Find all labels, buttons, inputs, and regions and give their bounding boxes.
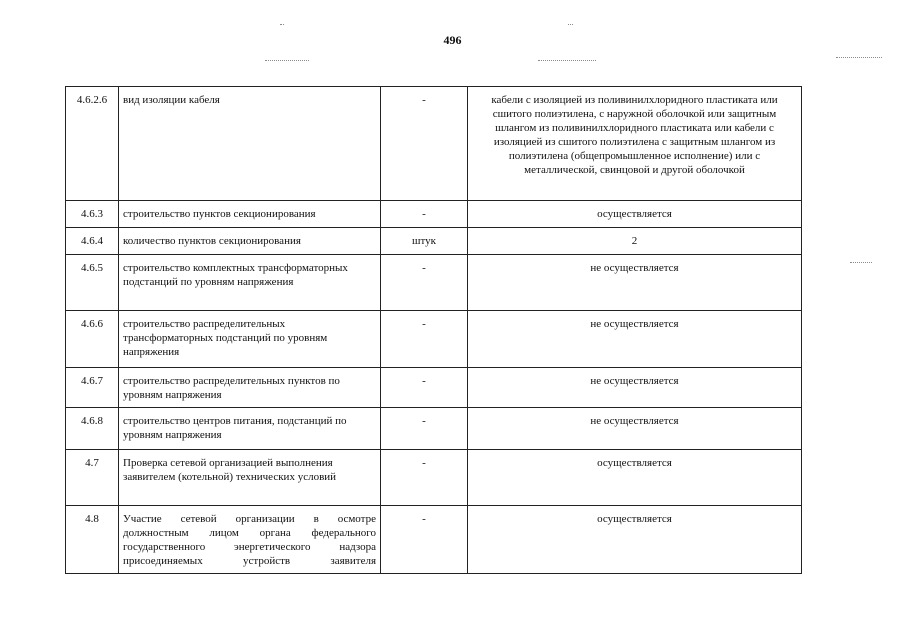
row-number: 4.6.2.6 xyxy=(66,87,119,201)
row-value: кабели с изоляцией из поливинилхлоридного пластиката или сшитого полиэтилена, с наружной оболочкой или защитным шлангом из поливинилхлоридного пластиката или кабели с изоляцией из сшитого полиэтилена с защитным шлангом из полиэтилена (общепромышленное исполнение) или с металлической, свинцовой и другой оболочкой xyxy=(468,87,802,201)
row-number: 4.6.3 xyxy=(66,201,119,228)
table-row xyxy=(66,368,802,408)
specification-table xyxy=(65,86,802,574)
scan-artifact-center xyxy=(538,60,596,61)
row-unit: штук xyxy=(381,228,468,255)
row-unit: - xyxy=(381,506,468,574)
table-row xyxy=(66,87,802,201)
row-unit: - xyxy=(381,255,468,311)
table-row xyxy=(66,450,802,506)
row-unit: - xyxy=(381,201,468,228)
row-number: 4.6.4 xyxy=(66,228,119,255)
row-value: не осуществляется xyxy=(468,408,802,450)
row-name: строительство распределительных пунктов по уровням напряжения xyxy=(119,368,381,408)
table-row xyxy=(66,506,802,574)
row-name: Проверка сетевой организацией выполнения заявителем (котельной) технических условий xyxy=(119,450,381,506)
row-number: 4.8 xyxy=(66,506,119,574)
row-name: вид изоляции кабеля xyxy=(119,87,381,201)
row-value: не осуществляется xyxy=(468,311,802,368)
row-value: осуществляется xyxy=(468,450,802,506)
row-value: осуществляется xyxy=(468,506,802,574)
row-number: 4.6.7 xyxy=(66,368,119,408)
row-unit: - xyxy=(381,87,468,201)
scan-artifact-right xyxy=(836,57,882,58)
row-unit: - xyxy=(381,368,468,408)
row-name: Участие сетевой организации в осмотре должностным лицом органа федерального государственного энергетического надзора присоединяемых устройств заявителя xyxy=(119,506,381,574)
scan-artifact-top-left xyxy=(280,24,284,25)
row-name: строительство пунктов секционирования xyxy=(119,201,381,228)
row-number: 4.7 xyxy=(66,450,119,506)
row-name: количество пунктов секционирования xyxy=(119,228,381,255)
row-value: 2 xyxy=(468,228,802,255)
row-unit: - xyxy=(381,311,468,368)
row-value: осуществляется xyxy=(468,201,802,228)
row-number: 4.6.6 xyxy=(66,311,119,368)
page-number: 496 xyxy=(443,33,462,47)
scan-artifact-margin xyxy=(850,262,872,263)
table-row xyxy=(66,408,802,450)
scan-artifact-top-right xyxy=(568,24,573,25)
row-value: не осуществляется xyxy=(468,368,802,408)
table-row xyxy=(66,311,802,368)
scan-artifact-left xyxy=(265,60,309,61)
row-name: строительство центров питания, подстанций по уровням напряжения xyxy=(119,408,381,450)
row-name: строительство распределительных трансформаторных подстанций по уровням напряжения xyxy=(119,311,381,368)
row-number: 4.6.5 xyxy=(66,255,119,311)
table-row xyxy=(66,201,802,228)
row-value: не осуществляется xyxy=(468,255,802,311)
table-row xyxy=(66,255,802,311)
row-number: 4.6.8 xyxy=(66,408,119,450)
row-unit: - xyxy=(381,408,468,450)
row-name: строительство комплектных трансформаторных подстанций по уровням напряжения xyxy=(119,255,381,311)
row-unit: - xyxy=(381,450,468,506)
table-row xyxy=(66,228,802,255)
